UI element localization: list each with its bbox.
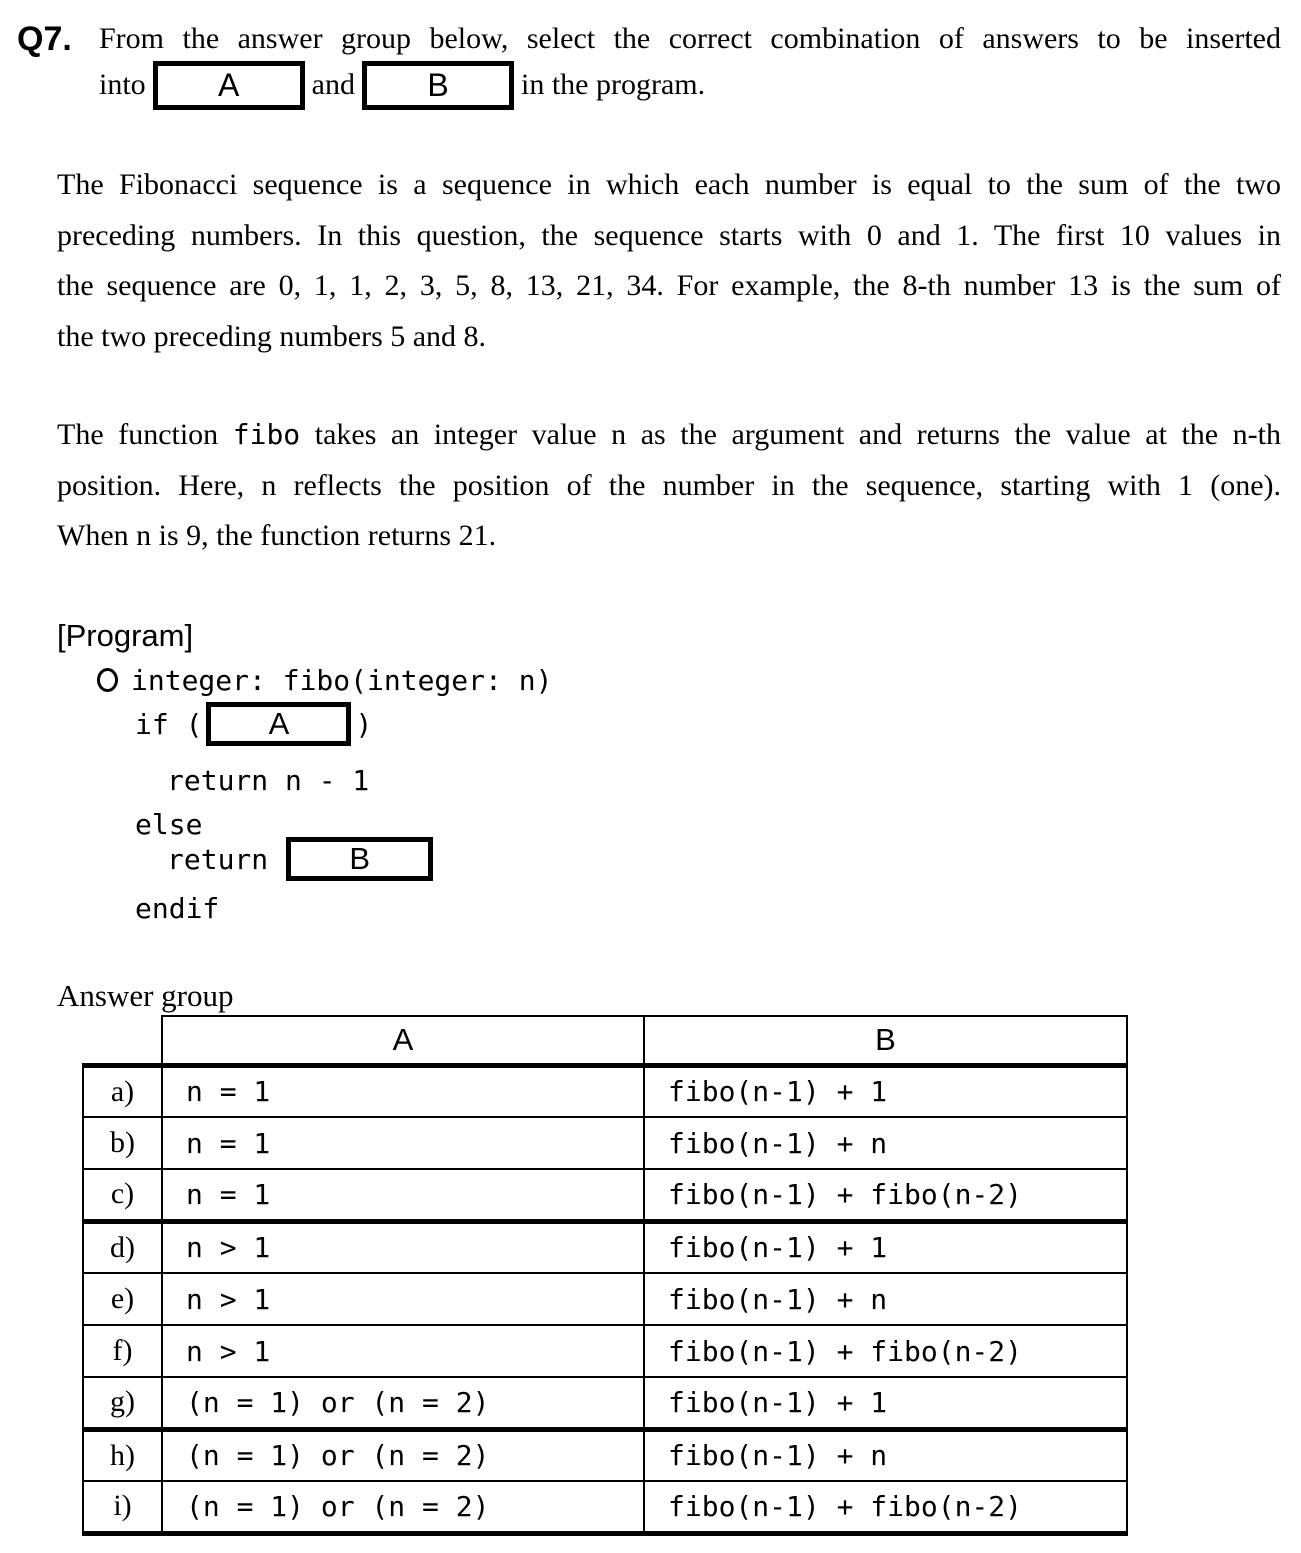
- program-endif-line: endif: [135, 892, 220, 925]
- table-row: [83, 1481, 1127, 1533]
- table-header-row: [83, 1016, 1127, 1065]
- answer-b-cell: fibo(n-1) + 1: [644, 1065, 1127, 1117]
- program-blank-a: A: [206, 702, 351, 746]
- program-blank-b: B: [286, 837, 433, 881]
- program-else-line: else: [135, 808, 203, 841]
- answer-group-label: Answer group: [57, 978, 234, 1013]
- table-row: [83, 1065, 1127, 1117]
- paragraph-line: preceding numbers. In this question, the sequence starts with 0 and 1. The first 10 values in: [57, 218, 1281, 252]
- paragraph-line: the sequence are 0, 1, 1, 2, 3, 5, 8, 13, 21, 34. For example, the 8-th number 13 is the sum of: [57, 269, 1281, 302]
- answer-a-cell: n = 1: [162, 1117, 644, 1169]
- answer-a-cell: n > 1: [162, 1221, 644, 1273]
- answer-b-cell: fibo(n-1) + fibo(n-2): [644, 1325, 1127, 1377]
- paragraph-line: [57, 410, 1281, 461]
- row-letter-cell: b): [83, 1117, 162, 1169]
- question-intro-line2: [99, 58, 705, 112]
- if-keyword: if (: [135, 707, 203, 741]
- paragraph-line: When n is 9, the function returns 21.: [57, 519, 497, 552]
- table-row: [83, 1169, 1127, 1221]
- question-number: Q7.: [17, 20, 72, 58]
- answer-b-cell: fibo(n-1) + 1: [644, 1377, 1127, 1429]
- row-letter-cell: e): [83, 1273, 162, 1325]
- row-letter-cell: d): [83, 1221, 162, 1273]
- column-header-a: A: [162, 1016, 644, 1065]
- table-corner-cell: [83, 1016, 162, 1065]
- table-row: [83, 1325, 1127, 1377]
- answer-a-cell: (n = 1) or (n = 2): [162, 1481, 644, 1533]
- answer-a-cell: (n = 1) or (n = 2): [162, 1377, 644, 1429]
- paragraph-line: The Fibonacci sequence is a sequence in which each number is equal to the sum of the two: [57, 168, 1281, 201]
- answer-b-cell: fibo(n-1) + 1: [644, 1221, 1127, 1273]
- answer-b-cell: fibo(n-1) + n: [644, 1117, 1127, 1169]
- row-letter-cell: i): [83, 1481, 162, 1533]
- if-close-paren: ): [355, 707, 373, 741]
- answer-b-cell: fibo(n-1) + fibo(n-2): [644, 1481, 1127, 1533]
- program-if-line: [135, 698, 372, 750]
- question-intro-line1: From the answer group below, select the correct combination of answers to be inserted: [99, 22, 1281, 55]
- paragraph-line: the two preceding numbers 5 and 8.: [57, 319, 487, 353]
- intro-tail-text: in the program.: [521, 68, 706, 101]
- answer-a-cell: n = 1: [162, 1169, 644, 1221]
- paragraph-text: The function: [57, 418, 233, 451]
- table-row: [83, 1273, 1127, 1325]
- row-letter-cell: c): [83, 1169, 162, 1221]
- fibonacci-paragraph: [57, 160, 1281, 362]
- program-label: [Program]: [57, 618, 194, 653]
- column-header-b: B: [644, 1016, 1127, 1065]
- row-letter-cell: g): [83, 1377, 162, 1429]
- program-declaration-line: [97, 660, 552, 700]
- answer-group-table: [82, 1015, 1128, 1536]
- answer-a-cell: n > 1: [162, 1273, 644, 1325]
- paragraph-text: takes an integer value n as the argument and returns the value at the n-th: [300, 418, 1281, 451]
- answer-b-cell: fibo(n-1) + fibo(n-2): [644, 1169, 1127, 1221]
- function-declaration-circle-icon: [97, 668, 118, 692]
- inline-code-fibo: fibo: [232, 418, 301, 451]
- row-letter-cell: a): [83, 1065, 162, 1117]
- paragraph-line: position. Here, n reflects the position of the number in the sequence, starting with 1 (one).: [57, 468, 1281, 502]
- table-row: [83, 1117, 1127, 1169]
- blank-box-a: A: [153, 61, 305, 110]
- intro-into-text: into: [99, 68, 146, 101]
- table-row: [83, 1429, 1127, 1481]
- answer-b-cell: fibo(n-1) + n: [644, 1273, 1127, 1325]
- answer-a-cell: n > 1: [162, 1325, 644, 1377]
- program-declaration-code: integer: fibo(integer: n): [131, 663, 553, 697]
- return-keyword: return: [167, 842, 269, 876]
- blank-box-b: B: [362, 61, 514, 110]
- answer-a-cell: n = 1: [162, 1065, 644, 1117]
- program-return-else-line: [167, 833, 437, 885]
- answer-a-cell: (n = 1) or (n = 2): [162, 1429, 644, 1481]
- table-row: [83, 1377, 1127, 1429]
- row-letter-cell: h): [83, 1429, 162, 1481]
- row-letter-cell: f): [83, 1325, 162, 1377]
- answer-b-cell: fibo(n-1) + n: [644, 1429, 1127, 1481]
- program-return-then-line: return n - 1: [167, 764, 370, 797]
- table-row: [83, 1221, 1127, 1273]
- function-paragraph: [57, 410, 1281, 562]
- intro-and-text: and: [311, 68, 355, 101]
